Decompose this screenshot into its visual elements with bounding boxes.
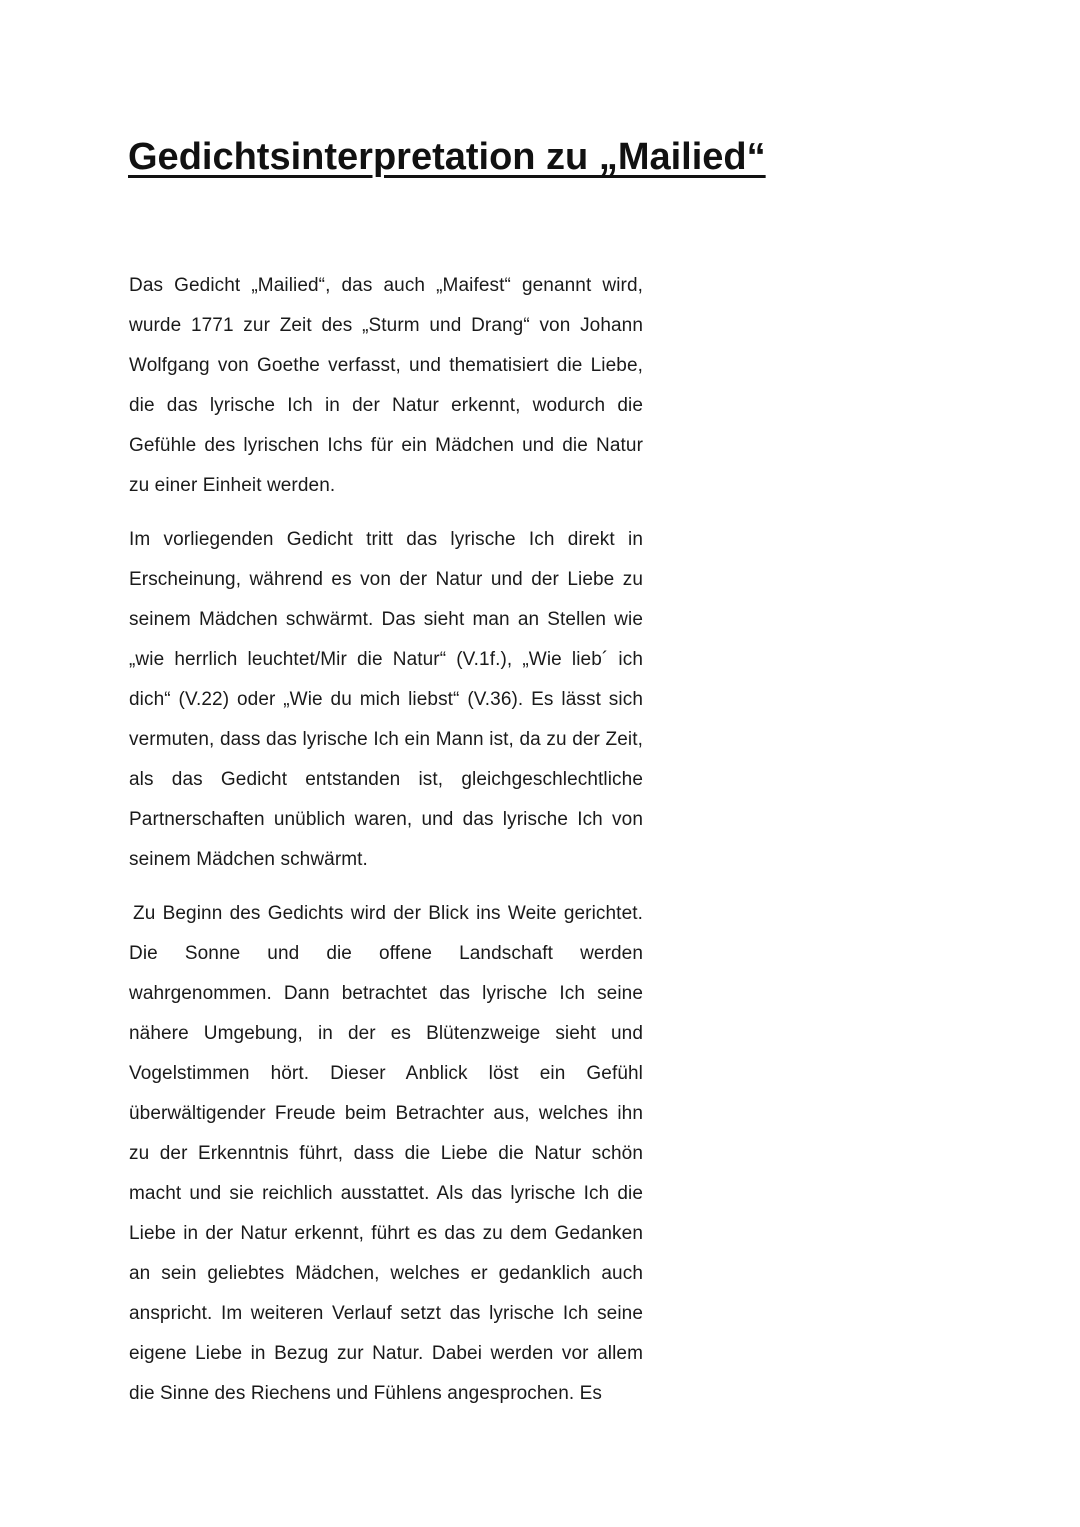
document-body [129, 266, 643, 1428]
paragraph-content: Zu Beginn des Gedichts wird der Blick ins Weite gerichtet. Die Sonne und die offene Landschaft werden wahrgenommen. Dann betrachtet das lyrische Ich seine nähere Umgebung, in der es Blütenzweige sieht und Vogelstimmen hört. Dieser Anblick löst ein Gefühl überwältigender Freude beim Betrachter aus, welches ihn zu der Erkenntnis führt, dass die Liebe die Natur schön macht und sie reichlich ausstattet. Als das lyrische Ich die Liebe in der Natur erkennt, führt es das zu dem Gedanken an sein geliebtes Mädchen, welches er gedanklich auch anspricht. Im weiteren Verlauf setzt das lyrische Ich seine eigene Liebe in Bezug zur Natur. Dabei werden vor allem die Sinne des Riechens und Fühlens angesprochen. Es [129, 903, 643, 1404]
paragraph-introduction: Das Gedicht „Mailied“, das auch „Maifest“ genannt wird, wurde 1771 zur Zeit des „Sturm und Drang“ von Johann Wolfgang von Goethe verfasst, und thematisiert die Liebe, die das lyrische Ich in der Natur erkennt, wodurch die Gefühle des lyrischen Ichs für ein Mädchen und die Natur zu einer Einheit werden. [129, 275, 643, 496]
paragraph-lyrical-self: Im vorliegenden Gedicht tritt das lyrische Ich direkt in Erscheinung, während es von der Natur und der Liebe zu seinem Mädchen schwärmt. Das sieht man an Stellen wie „wie herrlich leuchtet/Mir die Natur“ (V.1f.), „Wie lieb´ ich dich“ (V.22) oder „Wie du mich liebst“ (V.36). Es lässt sich vermuten, dass das lyrische Ich ein Mann ist, da zu der Zeit, als das Gedicht entstanden ist, gleichgeschlechtliche Partnerschaften unüblich waren, und das lyrische Ich von seinem Mädchen schwärmt. [129, 529, 643, 870]
document-title: Gedichtsinterpretation zu „Mailied“ [128, 136, 766, 178]
